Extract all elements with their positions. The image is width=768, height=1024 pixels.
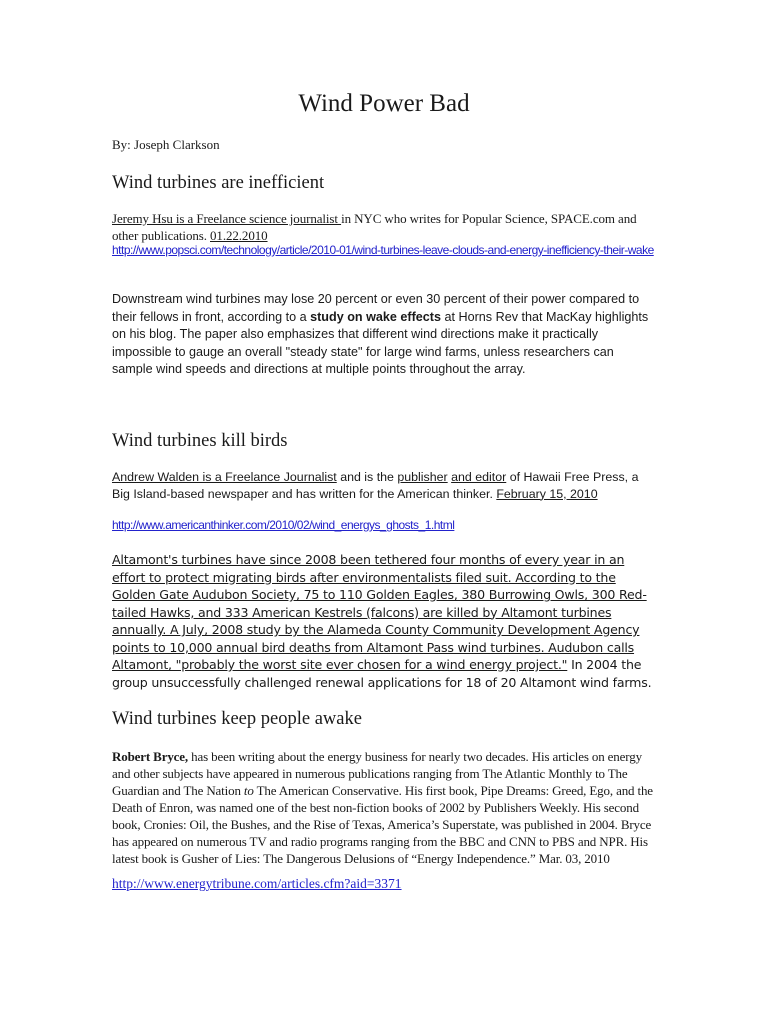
citation-date: February 15, 2010 — [496, 486, 598, 501]
citation-bryce — [112, 748, 660, 867]
citation-walden — [112, 469, 657, 502]
citation-publisher: publisher — [397, 470, 448, 484]
section-heading-awake: Wind turbines keep people awake — [112, 709, 362, 729]
citation-editor: and editor — [451, 470, 507, 484]
evidence-paragraph-birds — [112, 551, 657, 691]
byline: By: Joseph Clarkson — [112, 137, 220, 152]
evidence-text-cont: at Horns Rev that MacKay highlights on his blog. The paper also emphasizes that different wind directions make it practically impossible to gauge an overall "steady state" for large wind farms, unless researchers can sample wind speeds and directions at multiple points throughout the array. — [112, 309, 649, 376]
document-title: Wind Power Bad — [298, 90, 470, 117]
citation-date: 01.22.2010 — [210, 228, 268, 243]
evidence-underlined: Altamont's turbines have since 2008 been tethered four months of every year in an effort to protect migrating birds after environmentalists filed suit. According to the Golden Gate Audubon Society, 75 to 110 Golden Eagles, 380 Burrowing Owls, 300 Red-tailed Hawks, and 333 American Kestrels (falcons) are killed by Altamont turbines annually. A July, 2008 study by the Alameda County Community Development Agency points to 10,000 annual bird deaths from Altamont Pass wind turbines. Audubon calls Altamont, "probably the worst site ever chosen for a wind energy project." — [112, 552, 647, 672]
evidence-text: Downstream wind turbines may lose 20 percent or even 30 percent of their power compared to their fellows in front, according to a — [112, 292, 640, 324]
citation-text: in NYC who writes for Popular Science, SPACE.com and other publications. — [112, 211, 637, 243]
citation-italic: to — [243, 783, 254, 798]
citation-text-cont: of Hawaii Free Press, a Big Island-based newspaper and has written for the American thinker. — [112, 470, 639, 501]
citation-text-cont: The American Conservative. His first book, Pipe Dreams: Greed, Ego, and the Death of Enron, was named one of the best non-fiction books of 2002 by Publishers Weekly. His second book, Cronies: Oil, the Bushes, and the Rise of Texas, America’s Superstate, was published in 2004. Bryce has appeared on numerous TV and radio programs ranging from the BBC and CNN to PBS and NPR. His latest book is Gusher of Lies: The Dangerous Delusions of “Energy Independence.” Mar. 03, 2010 — [112, 783, 653, 866]
citation-author: Robert Bryce, — [112, 749, 189, 764]
evidence-bold: study on wake effects — [310, 309, 441, 324]
citation-author: Andrew Walden is a Freelance Journalist — [112, 470, 337, 484]
section-heading-birds: Wind turbines kill birds — [112, 431, 288, 451]
citation-text: has been writing about the energy business for nearly two decades. His articles on energy and other subjects have appeared in numerous publications ranging from The Atlantic Monthly to The Guardian and The Nation — [112, 749, 642, 798]
source-link-popsci[interactable]: http://www.popsci.com/technology/article/2010-01/wind-turbines-leave-clouds-and-energy-inefficiency-their-wake — [112, 243, 654, 257]
evidence-plain: In 2004 the group unsuccessfully challenged renewal applications for 18 of 20 Altamont wind farms. — [112, 657, 652, 690]
citation-text: and is the — [336, 470, 398, 484]
source-link-energytribune[interactable]: http://www.energytribune.com/articles.cfm?aid=3371 — [112, 876, 402, 891]
section-heading-inefficient: Wind turbines are inefficient — [112, 173, 325, 193]
citation-hsu — [112, 210, 657, 244]
evidence-paragraph-wake — [112, 291, 657, 379]
citation-author: Jeremy Hsu is a Freelance science journalist — [112, 211, 342, 226]
source-link-americanthinker[interactable]: http://www.americanthinker.com/2010/02/wind_energys_ghosts_1.html — [112, 518, 455, 532]
